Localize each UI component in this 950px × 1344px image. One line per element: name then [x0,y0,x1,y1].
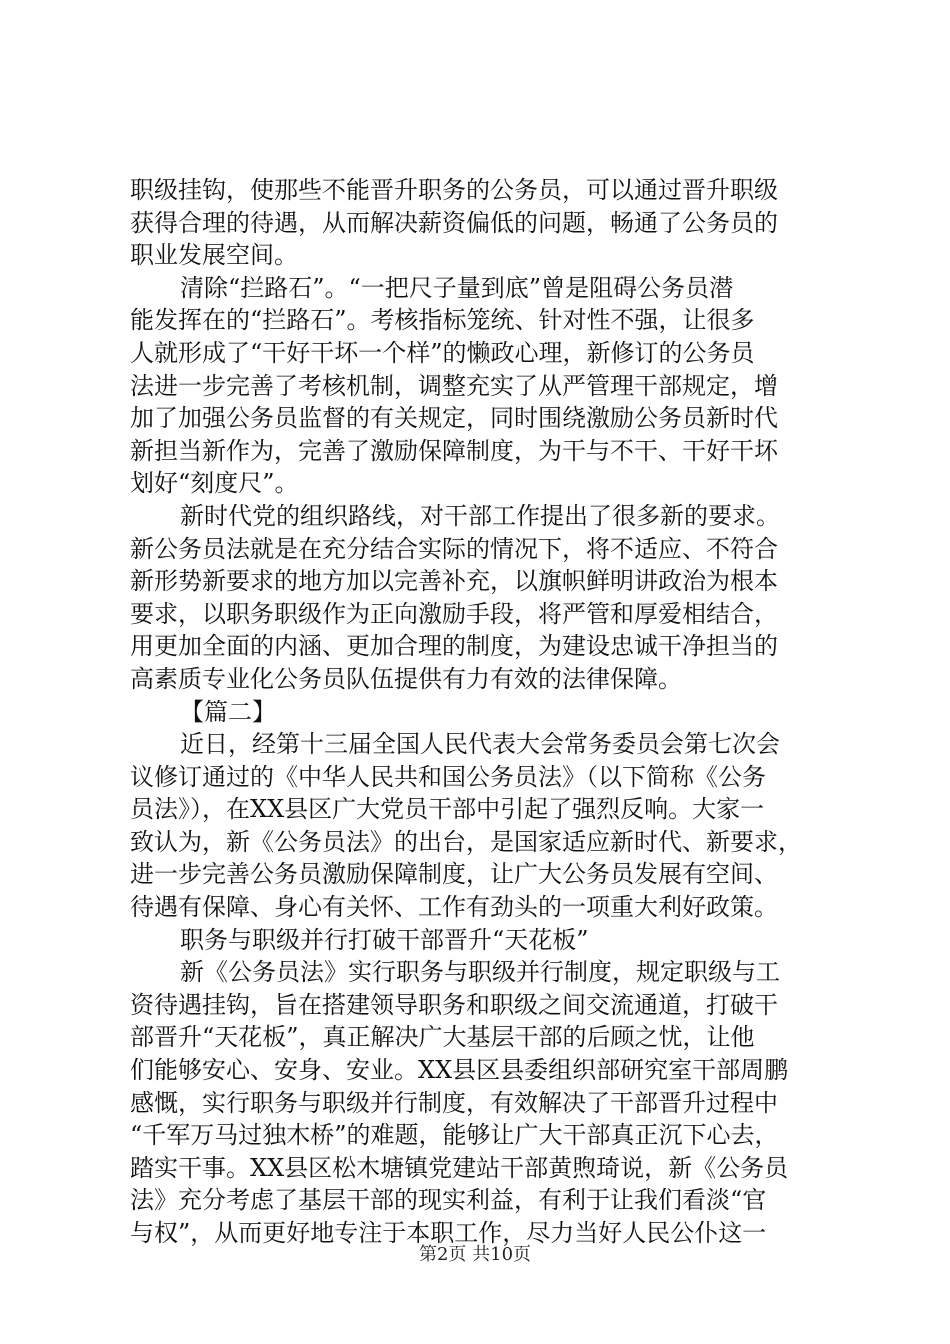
text-line: 获得合理的待遇，从而解决薪资偏低的问题，畅通了公务员的 [130,208,778,237]
text-line: 部晋升“天花板”，真正解决广大基层干部的后顾之忧，让他 [130,1023,755,1052]
text-line: 们能够安心、安身、安业。XX县区县委组织部研究室干部周鹏 [130,1056,789,1085]
text-line: 新公务员法就是在充分结合实际的情况下，将不适应、不符合 [130,534,778,563]
text-line: “千军万马过独木桥”的难题，能够让广大干部真正沉下心去， [130,1121,779,1150]
text-line: 新担当新作为，完善了激励保障制度，为干与不干、干好干坏 [130,436,778,465]
text-line: 法进一步完善了考核机制，调整充实了从严管理干部规定，增 [130,371,778,400]
text-line: 法》充分考虑了基层干部的现实利益，有利于让我们看淡“官 [130,1186,767,1215]
text-line: 职业发展空间。 [130,241,298,270]
text-line: 划好“刻度尺”。 [130,469,299,498]
text-line: 新形势新要求的地方加以完善补充，以旗帜鲜明讲政治为根本 [130,567,778,596]
section-heading: 【篇二】 [180,697,276,726]
text-line: 待遇有保障、身心有关怀、工作有劲头的一项重大利好政策。 [130,893,778,922]
paragraph-start: 新《公务员法》实行职务与职级并行制度，规定职级与工 [180,958,780,987]
text-line: 加了加强公务员监督的有关规定，同时围绕激励公务员新时代 [130,404,778,433]
page-number-footer: 第2页 共10页 [418,1244,532,1265]
text-line: 能发挥在的“拦路石”。考核指标笼统、针对性不强，让很多 [130,306,755,335]
paragraph-start: 清除“拦路石”。“一把尺子量到底”曾是阻碍公务员潜 [180,273,734,302]
text-line: 要求，以职务职级作为正向激励手段，将严管和厚爱相结合， [130,599,778,628]
paragraph-start: 近日，经第十三届全国人民代表大会常务委员会第七次会 [180,730,780,759]
text-line: 员法》），在XX县区广大党员干部中引起了强烈反响。大家一 [130,795,765,824]
text-line: 资待遇挂钩，旨在搭建领导职务和职级之间交流通道，打破干 [130,990,778,1019]
text-line: 议修订通过的《中华人民共和国公务员法》（以下简称《公务 [130,762,766,791]
text-line: 感慨，实行职务与职级并行制度，有效解决了干部晋升过程中 [130,1088,778,1117]
text-line: 职级挂钩，使那些不能晋升职务的公务员，可以通过晋升职级 [130,176,778,204]
paragraph-start: 新时代党的组织路线，对干部工作提出了很多新的要求。 [180,501,780,530]
text-line: 与权”，从而更好地专注于本职工作，尽力当好人民公仆这一 [130,1219,767,1247]
text-line: 踏实干事。XX县区松木塘镇党建站干部黄煦琦说，新《公务员 [130,1153,789,1182]
text-line: 人就形成了“干好干坏一个样”的懒政心理，新修订的公务员 [130,338,755,367]
text-line: 用更加全面的内涵、更加合理的制度，为建设忠诚干净担当的 [130,632,778,661]
document-body [130,174,830,1250]
subheading: 职务与职级并行打破干部晋升“天花板” [180,925,589,954]
text-line: 高素质专业化公务员队伍提供有力有效的法律保障。 [130,664,682,693]
text-line: 致认为，新《公务员法》的出台，是国家适应新时代、新要求， [130,827,802,856]
text-line: 进一步完善公务员激励保障制度，让广大公务员发展有空间、 [130,860,778,889]
